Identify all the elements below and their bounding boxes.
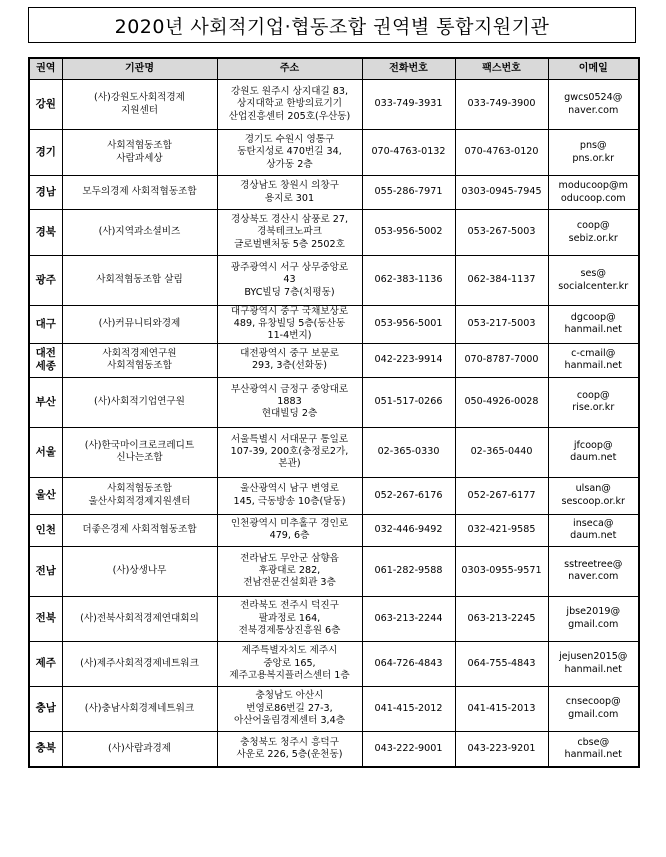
email-cell [548,641,639,686]
org-name-cell [62,731,217,767]
org-name-cell-line: (사)한국마이크로크레디트 [84,439,195,451]
fax-cell: 053-217-5003 [455,306,548,344]
org-name-cell-line: 모두의경제 사회적협동조합 [82,186,197,198]
address-cell-line: 아산어울림경제센터 3,4층 [234,714,345,726]
address-cell-line: 동탄지성로 470번길 34, [237,146,342,158]
org-name-cell [62,306,217,344]
region-cell-line: 강원 [35,98,56,110]
table-row [29,176,639,210]
email-cell-line: jbse2019@ [566,606,621,618]
org-name-cell [62,130,217,176]
region-cell [29,686,62,731]
region-cell-line: 인천 [35,523,56,536]
region-cell [29,641,62,686]
email-cell [548,596,639,641]
address-cell-line: 제주특별자치도 제주시 [241,645,338,657]
email-cell [548,377,639,427]
org-name-cell-line: 신나는조합 [116,452,163,464]
org-name-cell-line: 울산사회적경제지원센터 [88,495,191,507]
fax-cell: 070-4763-0120 [455,130,548,176]
address-cell-line: 대구광역시 중구 국채보상로 [230,306,349,317]
address-cell [217,80,362,130]
table-header-row [29,58,639,80]
org-name-cell-line: (사)제주사회적경제네트워크 [80,657,199,669]
table-row [29,130,639,176]
org-name-cell [62,686,217,731]
address-cell-line: 경북테크노파크 [257,226,322,238]
email-cell-line: oducoop.com [560,192,626,204]
phone-cell: 051-517-0266 [362,377,455,427]
address-cell-line: 107-39, 200호(충정로2가, [230,446,349,457]
table-row [29,80,639,130]
org-name-cell-line: (사)커뮤니티와경제 [98,318,181,330]
address-cell-line: 상가동 2층 [266,158,313,170]
email-cell [548,176,639,210]
address-cell-line: 충청남도 아산시 [255,690,324,702]
phone-cell: 041-415-2012 [362,686,455,731]
address-cell-line: 경상북도 경산시 삼풍로 27, [230,214,349,226]
phone-cell: 053-956-5002 [362,210,455,256]
region-cell [29,343,62,377]
address-cell-line: 용지로 301 [264,192,315,204]
email-cell [548,686,639,731]
fax-cell: 0303-0955-9571 [455,546,548,596]
header-email: 이메일 [548,58,639,80]
email-cell [548,130,639,176]
org-name-cell [62,80,217,130]
email-cell-line: sebiz.or.kr [568,232,618,244]
fax-cell: 033-749-3900 [455,80,548,130]
org-name-cell [62,546,217,596]
address-cell-line: 경기도 수원시 영통구 [244,134,335,146]
address-cell-line: 상지대학교 한방의료기기 [237,98,342,110]
email-cell-line: ses@ [580,268,606,280]
address-cell-line: 광주광역시 서구 상무중앙로 [230,262,349,274]
region-cell-line: 세종 [35,360,56,373]
address-cell-line: 번영로86번길 27-3, [246,702,333,714]
region-cell-line: 충남 [35,702,56,715]
address-cell [217,596,362,641]
address-cell-line: 전라북도 전주시 덕진구 [240,600,339,612]
email-cell [548,731,639,767]
table-row [29,596,639,641]
fax-cell: 0303-0945-7945 [455,176,548,210]
org-name-cell [62,427,217,477]
address-cell-line: 1883 [277,396,302,407]
fax-cell: 062-384-1137 [455,256,548,306]
table-row [29,256,639,306]
email-cell [548,256,639,306]
address-cell [217,546,362,596]
email-cell [548,514,639,546]
org-name-cell-line: 사회적경제연구원 [102,347,177,359]
email-cell-line: cnsecoop@ [565,696,621,708]
region-cell-line: 전남 [35,564,56,577]
address-cell-line: 사운로 226, 5층(운천동) [236,748,343,760]
region-cell [29,377,62,427]
email-cell-line: sescoop.or.kr [561,495,626,507]
region-cell [29,427,62,477]
org-name-cell [62,514,217,546]
region-cell [29,306,62,344]
address-cell-line: 전북경제통상진흥원 6층 [238,624,341,636]
page-title: 2020년 사회적기업·협동조합 권역별 통합지원기관 [114,15,550,38]
email-cell [548,427,639,477]
address-cell-line: 전라남도 무안군 삼향읍 [240,552,339,564]
fax-cell: 043-223-9201 [455,731,548,767]
email-cell [548,80,639,130]
address-cell [217,256,362,306]
table-row [29,731,639,767]
org-name-cell-line: 지원센터 [120,104,159,116]
address-cell [217,641,362,686]
region-cell-line: 울산 [35,489,56,502]
region-cell-line: 서울 [35,445,56,458]
region-cell-line: 경남 [35,186,56,198]
address-cell-line: 중앙로 165, [263,657,316,669]
table-row [29,306,639,344]
address-cell-line: 대전광역시 중구 보문로 [240,347,339,359]
email-cell-line: jfcoop@ [573,439,613,451]
org-name-cell [62,377,217,427]
region-cell [29,210,62,256]
email-cell-line: daum.net [570,530,617,542]
org-name-cell-line: (사)지역과소셜비즈 [98,226,181,238]
fax-cell: 053-267-5003 [455,210,548,256]
header-address: 주소 [217,58,362,80]
region-cell [29,731,62,767]
address-cell [217,210,362,256]
email-cell-line: jejusen2015@ [559,651,628,663]
region-cell-line: 대전 [35,347,56,360]
address-cell-line: 43 [283,274,296,286]
header-region: 권역 [29,58,62,80]
table-row [29,641,639,686]
org-name-cell [62,477,217,514]
header-phone: 전화번호 [362,58,455,80]
email-cell [548,477,639,514]
header-org-name: 기관명 [62,58,217,80]
org-name-cell-line: 더좋은경제 사회적협동조합 [82,524,197,535]
address-cell-line: 산업진흥센터 205호(우산동) [228,110,351,122]
phone-cell: 042-223-9914 [362,343,455,377]
email-cell [548,343,639,377]
region-cell [29,176,62,210]
address-cell-line: 강원도 원주시 상지대길 83, [230,86,349,98]
region-cell-line: 전북 [35,612,56,625]
phone-cell: 062-383-1136 [362,256,455,306]
phone-cell: 033-749-3931 [362,80,455,130]
email-cell-line: socialcenter.kr [558,280,629,292]
phone-cell: 063-213-2244 [362,596,455,641]
email-cell-line: gmail.com [568,708,619,720]
table-row [29,427,639,477]
email-cell-line: pns.or.kr [572,152,615,164]
address-cell-line: 글로벌벤처동 5층 2502호 [234,238,345,250]
address-cell-line: 인천광역시 미추홀구 경인로 [230,517,349,529]
fax-cell: 050-4926-0028 [455,377,548,427]
email-cell-line: ulsan@ [575,483,611,495]
org-name-cell [62,343,217,377]
address-cell [217,306,362,344]
region-cell-line: 충북 [35,742,56,755]
fax-cell: 052-267-6177 [455,477,548,514]
phone-cell: 070-4763-0132 [362,130,455,176]
org-name-cell-line: (사)사회적기업연구원 [94,396,185,407]
address-cell-line: 본관) [278,458,301,470]
email-cell-line: gmail.com [568,618,619,630]
address-cell [217,686,362,731]
email-cell-line: sstreetree@ [564,558,623,570]
email-cell-line: pns@ [579,140,607,152]
table-row [29,514,639,546]
region-cell [29,546,62,596]
address-cell-line: 293, 3층(선화동) [251,360,328,372]
phone-cell: 052-267-6176 [362,477,455,514]
region-cell [29,477,62,514]
region-cell-line: 경기 [35,146,56,158]
address-cell [217,176,362,210]
phone-cell: 043-222-9001 [362,731,455,767]
org-name-cell-line: 사회적협동조합 [107,360,172,372]
email-cell-line: coop@ [576,389,610,401]
email-cell-line: hanmail.net [564,360,622,372]
email-cell-line: naver.com [568,571,619,583]
org-name-cell [62,256,217,306]
fax-cell: 070-8787-7000 [455,343,548,377]
region-cell [29,514,62,546]
address-cell [217,377,362,427]
region-cell-line: 부산 [35,395,56,408]
email-cell [548,306,639,344]
org-name-cell [62,641,217,686]
table-row [29,210,639,256]
table-row [29,686,639,731]
region-cell [29,80,62,130]
email-cell-line: cbse@ [577,736,610,748]
address-cell [217,477,362,514]
table-row [29,477,639,514]
email-cell-line: gwcs0524@ [564,92,623,104]
email-cell [548,546,639,596]
table-row [29,377,639,427]
fax-cell: 032-421-9585 [455,514,548,546]
phone-cell: 02-365-0330 [362,427,455,477]
address-cell-line: 11-4번지) [267,330,312,342]
address-cell-line: 479, 6층 [269,530,310,542]
fax-cell: 02-365-0440 [455,427,548,477]
email-cell-line: c-cmail@ [571,347,616,359]
org-name-cell-line: 사회적협동조합 살림 [96,274,183,286]
org-name-cell-line: 사회적협동조합 [107,483,172,495]
address-cell-line: 울산광역시 남구 변영로 [240,483,339,495]
address-cell-line: 현대빌딩 2층 [261,408,318,420]
email-cell-line: coop@ [576,220,610,232]
table-row [29,546,639,596]
email-cell-line: naver.com [568,104,619,116]
region-cell [29,256,62,306]
title-box [28,7,636,43]
address-cell [217,427,362,477]
address-cell [217,130,362,176]
org-name-cell [62,596,217,641]
address-cell-line: 489, 유창빌딩 5층(동산동 [233,318,346,330]
org-name-cell [62,176,217,210]
address-cell-line: BYC빌딩 7층(치평동) [244,286,335,298]
email-cell-line: moducoop@m [558,180,628,192]
address-cell [217,731,362,767]
org-name-cell-line: 사회적협동조합 [107,140,172,152]
phone-cell: 061-282-9588 [362,546,455,596]
org-name-cell-line: (사)상생나무 [112,565,167,576]
table-row [29,343,639,377]
org-name-cell-line: (사)사람과경제 [107,742,172,754]
address-cell-line: 충청북도 청주시 흥덕구 [240,736,339,748]
region-cell-line: 경북 [35,226,56,238]
org-name-cell-line: (사)전북사회적경제연대회의 [80,612,199,624]
table-body [29,80,639,768]
address-cell-line: 경상남도 창원시 의창구 [240,180,339,192]
region-cell [29,596,62,641]
email-cell-line: hanmail.net [564,663,622,675]
email-cell-line: dgcoop@ [570,312,616,324]
email-cell-line: daum.net [570,452,617,464]
address-cell-line: 145, 극동방송 10층(달동) [233,495,346,507]
phone-cell: 053-956-5001 [362,306,455,344]
address-cell-line: 서울특별시 서대문구 통일로 [230,433,349,445]
region-cell-line: 대구 [35,317,56,330]
phone-cell: 064-726-4843 [362,641,455,686]
region-cell [29,130,62,176]
address-cell-line: 후광대로 282, [258,565,321,576]
address-cell-line: 부산광역시 금정구 중앙대로 [230,383,349,395]
address-cell [217,514,362,546]
address-cell-line: 팔과정로 164, [258,612,321,624]
org-name-cell-line: (사)충남사회경제네트워크 [84,702,195,714]
header-fax: 팩스번호 [455,58,548,80]
support-agency-table [28,57,640,768]
org-name-cell-line: (사)강원도사회적경제 [94,92,185,104]
phone-cell: 032-446-9492 [362,514,455,546]
email-cell-line: hanmail.net [564,324,622,336]
fax-cell: 041-415-2013 [455,686,548,731]
org-name-cell [62,210,217,256]
region-cell-line: 광주 [35,274,56,286]
address-cell-line: 전남전문건설회관 3층 [243,577,336,589]
email-cell-line: rise.or.kr [572,402,615,414]
address-cell [217,343,362,377]
email-cell-line: hanmail.net [564,748,622,760]
email-cell-line: inseca@ [573,517,614,529]
org-name-cell-line: 사람과세상 [116,152,163,164]
phone-cell: 055-286-7971 [362,176,455,210]
fax-cell: 064-755-4843 [455,641,548,686]
region-cell-line: 제주 [35,657,56,670]
fax-cell: 063-213-2245 [455,596,548,641]
address-cell-line: 제주고용복지플러스센터 1층 [229,669,350,681]
email-cell [548,210,639,256]
